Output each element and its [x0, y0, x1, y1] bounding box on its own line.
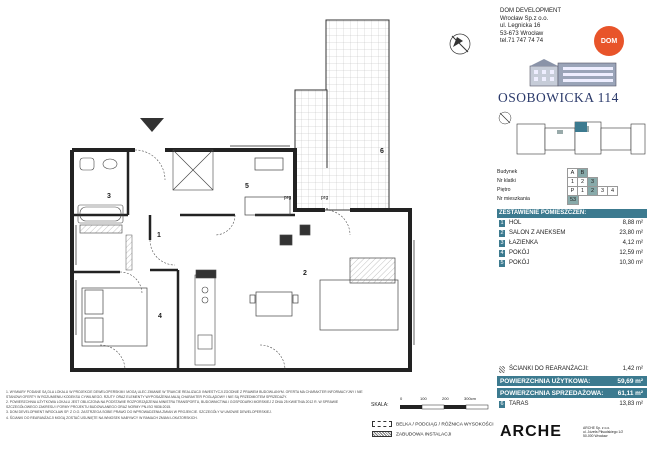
room-number: 1 — [500, 220, 504, 226]
note: 4. ŚCIANKI DO REARANŻACJI MOGĄ ZOSTAĆ USUNIĘTE NA WNIOSEK NABYWCY W RAMACH ZMIAN LOKATORSKICH. — [6, 415, 198, 420]
pietro-4: 4 — [607, 186, 618, 196]
mieszkanie-number: 53 — [567, 195, 579, 205]
room-row — [497, 259, 647, 269]
room-name: POKÓJ — [509, 250, 530, 256]
building-illustration — [528, 58, 618, 88]
mieszkanie-row — [497, 195, 647, 204]
scale-tick: 100 — [420, 396, 427, 401]
legend-label: BELKA / PODCIĄG / RÓŻNICA WYSOKOŚCI — [396, 422, 494, 428]
budynek-label: Budynek — [497, 169, 518, 175]
room-name: SALON Z ANEKSEM — [509, 230, 566, 236]
budynek-b: B — [577, 168, 588, 178]
room-area: 10,30 m² — [619, 260, 643, 266]
legend — [372, 421, 492, 441]
room-row — [497, 219, 647, 229]
uzytkowa-bar — [497, 376, 647, 386]
bathroom-fixtures — [78, 158, 123, 233]
scale-bar — [400, 404, 490, 412]
room-name: HOL — [509, 220, 522, 226]
uzytkowa-label: POWIERZCHNIA UŻYTKOWA: — [500, 377, 591, 385]
sprzedazowa-label: POWIERZCHNIA SPRZEDAŻOWA: — [500, 389, 604, 397]
room-label: 3 — [107, 193, 111, 200]
developer-street: ul. Legnicka 16 — [500, 23, 541, 30]
scale-tick: 300cm — [464, 396, 477, 401]
architect-logo: ARCHE — [500, 423, 562, 440]
bed-room-5 — [245, 158, 290, 215]
scale-tick: 0 — [400, 396, 403, 401]
pietro-label: Piętro — [497, 187, 511, 193]
taras-area: 13,83 m² — [619, 401, 643, 407]
sciany-hatch-icon — [499, 366, 505, 373]
pietro-p: P — [567, 186, 578, 196]
room-label: 5 — [245, 183, 249, 190]
legend-item-installation — [372, 431, 451, 437]
uzytkowa-area: 59,69 m² — [617, 377, 643, 385]
developer-city: 53-673 Wrocław — [500, 30, 544, 37]
room-name: POKÓJ — [509, 260, 530, 266]
taras-name: TARAS — [509, 401, 529, 407]
developer-phone: tel.71 747 74 74 — [500, 38, 544, 45]
sprzedazowa-area: 61,11 m² — [617, 389, 643, 397]
north-arrow-icon — [450, 34, 470, 54]
installation-swatch — [372, 431, 392, 437]
threshold-label: prg — [284, 195, 292, 201]
room-area: 8,88 m² — [622, 220, 643, 226]
room-label: 4 — [158, 313, 162, 320]
room-label: 2 — [303, 270, 307, 277]
klatka-3: 3 — [587, 177, 598, 187]
pietro-row — [497, 186, 647, 195]
sciany-row — [497, 365, 647, 375]
bed-room-4 — [82, 288, 147, 346]
budynek-row — [497, 168, 647, 177]
note: 2. POWIERZCHNIA UŻYTKOWA LOKALU JEST OBLICZONA NA PODSTAWIE ROZPORZĄDZENIA MINISTRA TRANSPORTU, BUDOWNICTWA I GOSPODARKI MORSKIEJ Z DNIA 25 KWIETNIA 2012 R. W SPRAWIE SZCZEGÓŁOWEGO ZAKRESU I FORMY PROJEKTU BUDOWLANEGO ORAZ NORMY PN-ISO 9836:2015. — [6, 400, 339, 409]
pietro-1: 1 — [577, 186, 588, 196]
room-row — [497, 249, 647, 259]
room-row — [497, 239, 647, 249]
scale-ticks — [400, 396, 495, 402]
architect-city: 50-000 Wrocław — [583, 434, 608, 438]
legend-item-beam — [372, 421, 494, 427]
budynek-a: A — [567, 168, 578, 178]
legal-notes — [6, 390, 364, 422]
room-area: 23,80 m² — [619, 230, 643, 236]
key-plan — [497, 108, 649, 164]
room-number: 2 — [500, 230, 504, 236]
room-row — [497, 229, 647, 239]
room-label: 6 — [380, 148, 384, 155]
architect-info — [583, 426, 623, 438]
room-label: 1 — [157, 232, 161, 239]
room-number: 4 — [500, 250, 504, 256]
room-number: 5 — [500, 260, 504, 266]
wardrobe — [173, 150, 213, 190]
developer-name: DOM DEVELOPMENT — [500, 8, 562, 14]
klatka-label: Nr klatki — [497, 178, 516, 184]
room-number: 3 — [500, 240, 504, 246]
living-furniture — [250, 225, 398, 330]
taras-number: 6 — [500, 401, 504, 407]
sciany-area: 1,42 m² — [622, 366, 643, 372]
scale-tick: 200 — [442, 396, 449, 401]
sprzedazowa-bar — [497, 388, 647, 398]
sciany-label: ŚCIANKI DO REARANŻACJI: — [509, 366, 589, 372]
zestawienie-header: ZESTAWIENIE POMIESZCZEŃ: — [497, 209, 647, 218]
apartment-info-table — [497, 168, 647, 208]
entry-arrow — [140, 118, 164, 132]
klatka-2: 2 — [577, 177, 588, 187]
klatka-row — [497, 177, 647, 186]
room-name: ŁAZIENKA — [509, 240, 539, 246]
legend-label: ZABUDOWA INSTALACJI — [396, 432, 452, 438]
developer-info — [500, 8, 561, 46]
room-area: 12,59 m² — [619, 250, 643, 256]
dom-development-logo: DOM — [594, 26, 624, 56]
architect-address: ul. Józefa Piłsudskiego 1/2 — [583, 430, 624, 434]
mieszkanie-label: Nr mieszkania — [497, 196, 530, 202]
pietro-3: 3 — [597, 186, 608, 196]
beam-swatch — [372, 421, 392, 427]
taras-row — [497, 400, 647, 410]
note: 3. DOM DEVELOPMENT WROCŁAW SP. Z O.O. ZASTRZEGA SOBIE PRAWO DO WPROWADZENIA ZMIAN W PROJEKCIE. SZCZEGÓŁY W UMOWIE DEWELOPERSKIEJ. — [6, 410, 272, 415]
kitchen — [195, 270, 216, 365]
pietro-2: 2 — [587, 186, 598, 196]
developer-company: Wrocław Sp.z o.o. — [500, 15, 549, 22]
threshold-label: prg — [321, 195, 329, 201]
rearrangeable-wall — [126, 235, 132, 270]
room-area: 4,12 m² — [622, 240, 643, 246]
note: 1. WYMIARY PODANE SĄ DLA LOKALU W PROJEKCIE DEWELOPERSKIM I MOGĄ ULEC ZMIANIE W TRAKCIE REALIZACJI INWESTYCJI ZGODNIE Z PRAWEM BUDOWLANYM. OFERTA MA CHARAKTER INFORMACYJNY I NIE STANOWI OFERTY W ROZUMIENIU KODEKSU CYWILNEGO. RZUTY ORAZ ELEMENTY WYPOSAŻENIA MAJĄ CHARAKTER POGLĄDOWY I NIE SĄ PRZEDMIOTEM SPRZEDAŻY. — [6, 390, 363, 399]
scale-label: SKALA: — [371, 402, 389, 408]
klatka-1: 1 — [567, 177, 578, 187]
project-name: OSOBOWICKA 114 — [498, 90, 619, 105]
interior-walls — [72, 150, 295, 370]
architect-company: ARCHE Sp. z o.o. — [583, 426, 611, 430]
